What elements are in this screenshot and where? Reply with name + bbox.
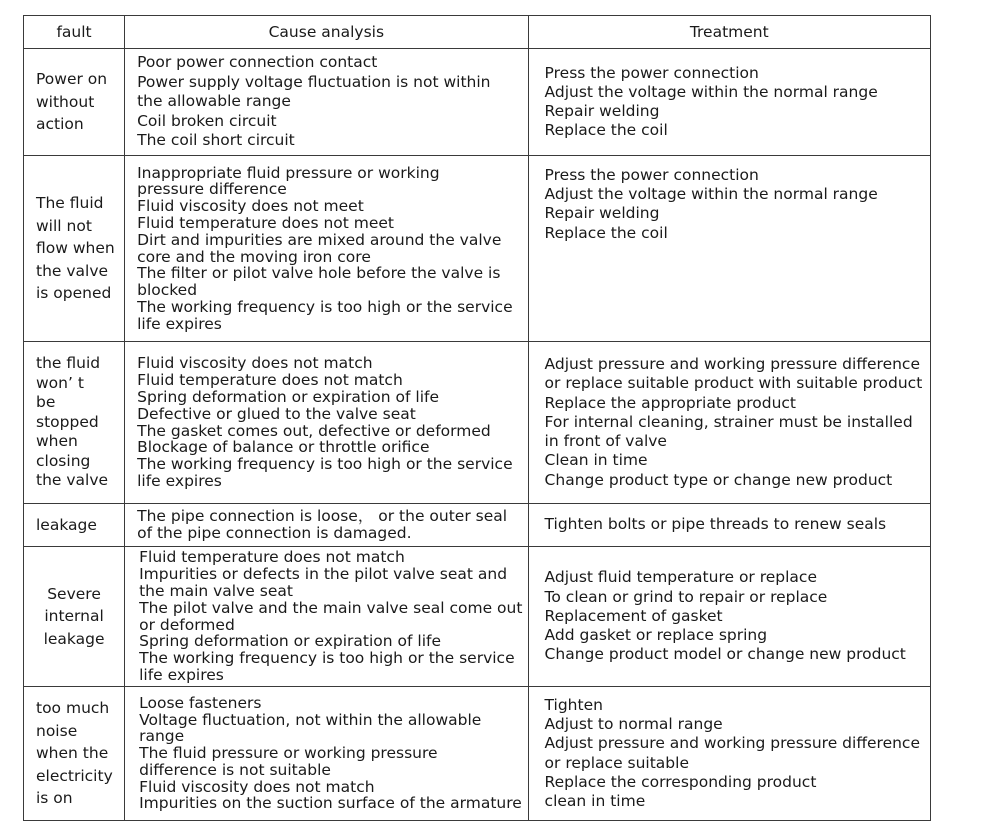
treatment-cell <box>528 156 930 342</box>
table-row <box>24 687 931 821</box>
fault-line: noise <box>36 721 78 740</box>
table-row <box>24 156 931 342</box>
cause-line: Power supply voltage fluctuation is not within <box>137 72 491 91</box>
treatment-line: Adjust fluid temperature or replace <box>544 568 817 587</box>
fault-cell <box>24 547 125 687</box>
table-row <box>24 547 931 687</box>
fault-cell <box>24 342 125 504</box>
treatment-line: Adjust the voltage within the normal range <box>544 82 878 101</box>
treatment-line: Adjust to normal range <box>544 715 723 734</box>
cause-line: Fluid temperature does not meet <box>137 213 395 232</box>
cause-cell <box>125 342 528 504</box>
cause-line: Loose fasteners <box>139 693 262 712</box>
cause-line: Defective or glued to the valve seat <box>137 404 416 423</box>
treatment-line: Adjust pressure and working pressure difference <box>544 355 920 374</box>
treatment-line: Clean in time <box>544 451 648 470</box>
cause-line: Fluid viscosity does not match <box>139 777 375 796</box>
treatment-line: Change product model or change new product <box>544 645 906 664</box>
fault-line: is on <box>36 789 73 808</box>
fault-analysis-table <box>23 15 931 821</box>
table-row <box>24 504 931 547</box>
cause-cell <box>125 49 528 156</box>
treatment-cell <box>528 342 930 504</box>
table-row <box>24 49 931 156</box>
fault-line: leakage <box>36 515 97 534</box>
fault-cell <box>24 504 125 547</box>
cause-line: Fluid temperature does not match <box>137 371 403 390</box>
header-fault: fault <box>24 16 125 49</box>
fault-line: is opened <box>36 284 112 303</box>
header-cause-analysis: Cause analysis <box>125 16 528 49</box>
cause-line: The working frequency is too high or the service <box>137 297 513 316</box>
fault-line: the valve <box>36 471 109 490</box>
treatment-line: Replace the corresponding product <box>544 772 817 791</box>
table-row <box>24 342 931 504</box>
header-treatment: Treatment <box>528 16 930 49</box>
cause-line: Voltage fluctuation, not within the allowable <box>139 710 482 729</box>
cause-line: Impurities or defects in the pilot valve seat and <box>139 565 508 584</box>
cause-line: The pilot valve and the main valve seal come out <box>139 598 523 617</box>
cause-line: difference is not suitable <box>139 760 331 779</box>
treatment-line: To clean or grind to repair or replace <box>544 587 828 606</box>
fault-line: the fluid <box>36 353 101 372</box>
fault-line: be <box>36 393 56 412</box>
fault-cell <box>24 156 125 342</box>
fault-line: Power on <box>36 70 108 89</box>
treatment-line: Replacement of gasket <box>544 606 723 625</box>
cause-line: Impurities on the suction surface of the armature <box>139 794 522 813</box>
fault-line: when <box>36 432 78 451</box>
fault-line: when the <box>36 744 109 763</box>
fault-line: flow when <box>36 239 115 258</box>
treatment-cell <box>528 547 930 687</box>
cause-line: The gasket comes out, defective or deformed <box>137 421 491 440</box>
fault-line: the valve <box>36 261 109 280</box>
cause-cell <box>125 687 528 821</box>
treatment-line: Tighten <box>544 695 603 714</box>
cause-line: The pipe connection is loose， or the outer seal <box>137 507 508 526</box>
cause-cell <box>125 504 528 547</box>
cause-line: range <box>139 727 185 746</box>
fault-line: Severe <box>47 584 101 603</box>
fault-line: stopped <box>36 412 99 431</box>
cause-cell <box>125 156 528 342</box>
cause-line: core and the moving iron core <box>137 247 371 266</box>
cause-line: The working frequency is too high or the service <box>137 455 513 474</box>
treatment-line: Repair welding <box>544 102 660 120</box>
cause-line: Inappropriate fluid pressure or working <box>137 163 440 182</box>
cause-line: Coil broken circuit <box>137 111 277 130</box>
treatment-line: Adjust pressure and working pressure difference <box>544 734 920 753</box>
treatment-line: or replace suitable <box>544 753 689 772</box>
treatment-line: clean in time <box>544 791 646 810</box>
treatment-line: Change product type or change new product <box>544 470 893 489</box>
fault-line: electricity <box>36 766 113 785</box>
fault-line: too much <box>36 699 110 718</box>
cause-line: Dirt and impurities are mixed around the valve <box>137 230 502 249</box>
fault-line: will not <box>36 216 92 235</box>
fault-line: closing <box>36 451 91 470</box>
cause-line: Fluid viscosity does not match <box>137 354 373 373</box>
cause-line: blocked <box>137 281 198 300</box>
cause-line: The working frequency is too high or the service <box>139 649 515 668</box>
cause-line: pressure difference <box>137 180 287 199</box>
fault-line: internal <box>44 607 104 626</box>
cause-line: life expires <box>139 665 224 684</box>
treatment-line: Adjust the voltage within the normal range <box>544 185 878 204</box>
treatment-cell <box>528 687 930 821</box>
cause-line: of the pipe connection is damaged. <box>137 524 412 542</box>
cause-line: life expires <box>137 471 222 490</box>
fault-line: won’ t <box>36 373 84 392</box>
cause-line: The filter or pilot valve hole before the valve is <box>137 264 501 283</box>
cause-line: Spring deformation or expiration of life <box>139 632 442 651</box>
treatment-line: For internal cleaning, strainer must be installed <box>544 412 913 431</box>
fault-line: action <box>36 115 84 134</box>
treatment-line: Tighten bolts or pipe threads to renew seals <box>544 515 887 534</box>
cause-line: or deformed <box>139 615 235 634</box>
cause-line: Spring deformation or expiration of life <box>137 387 440 406</box>
fault-line: without <box>36 92 95 111</box>
cause-cell <box>125 547 528 687</box>
cause-line: Blockage of balance or throttle orifice <box>137 438 430 457</box>
fault-cell <box>24 687 125 821</box>
cause-line: the main valve seat <box>139 581 293 600</box>
cause-line: Poor power connection contact <box>137 53 378 72</box>
cause-line: The coil short circuit <box>137 131 295 150</box>
cause-line: the allowable range <box>137 92 291 111</box>
treatment-line: Replace the appropriate product <box>544 393 797 412</box>
treatment-cell <box>528 504 930 547</box>
treatment-line: Add gasket or replace spring <box>544 626 768 645</box>
header-row <box>24 16 931 49</box>
treatment-line: Repair welding <box>544 204 660 223</box>
treatment-line: Press the power connection <box>544 63 759 82</box>
treatment-line: Replace the coil <box>544 121 668 140</box>
fault-line: The fluid <box>36 194 104 213</box>
cause-line: life expires <box>137 314 222 333</box>
fault-cell <box>24 49 125 156</box>
cause-line: The fluid pressure or working pressure <box>139 744 438 763</box>
cause-line: Fluid temperature does not match <box>139 548 405 567</box>
treatment-line: Replace the coil <box>544 223 668 242</box>
treatment-line: Press the power connection <box>544 166 759 184</box>
cause-line: Fluid viscosity does not meet <box>137 197 364 216</box>
fault-line: leakage <box>43 629 105 648</box>
treatment-line: in front of valve <box>544 432 667 451</box>
treatment-cell <box>528 49 930 156</box>
treatment-line: or replace suitable product with suitable product <box>544 374 923 393</box>
